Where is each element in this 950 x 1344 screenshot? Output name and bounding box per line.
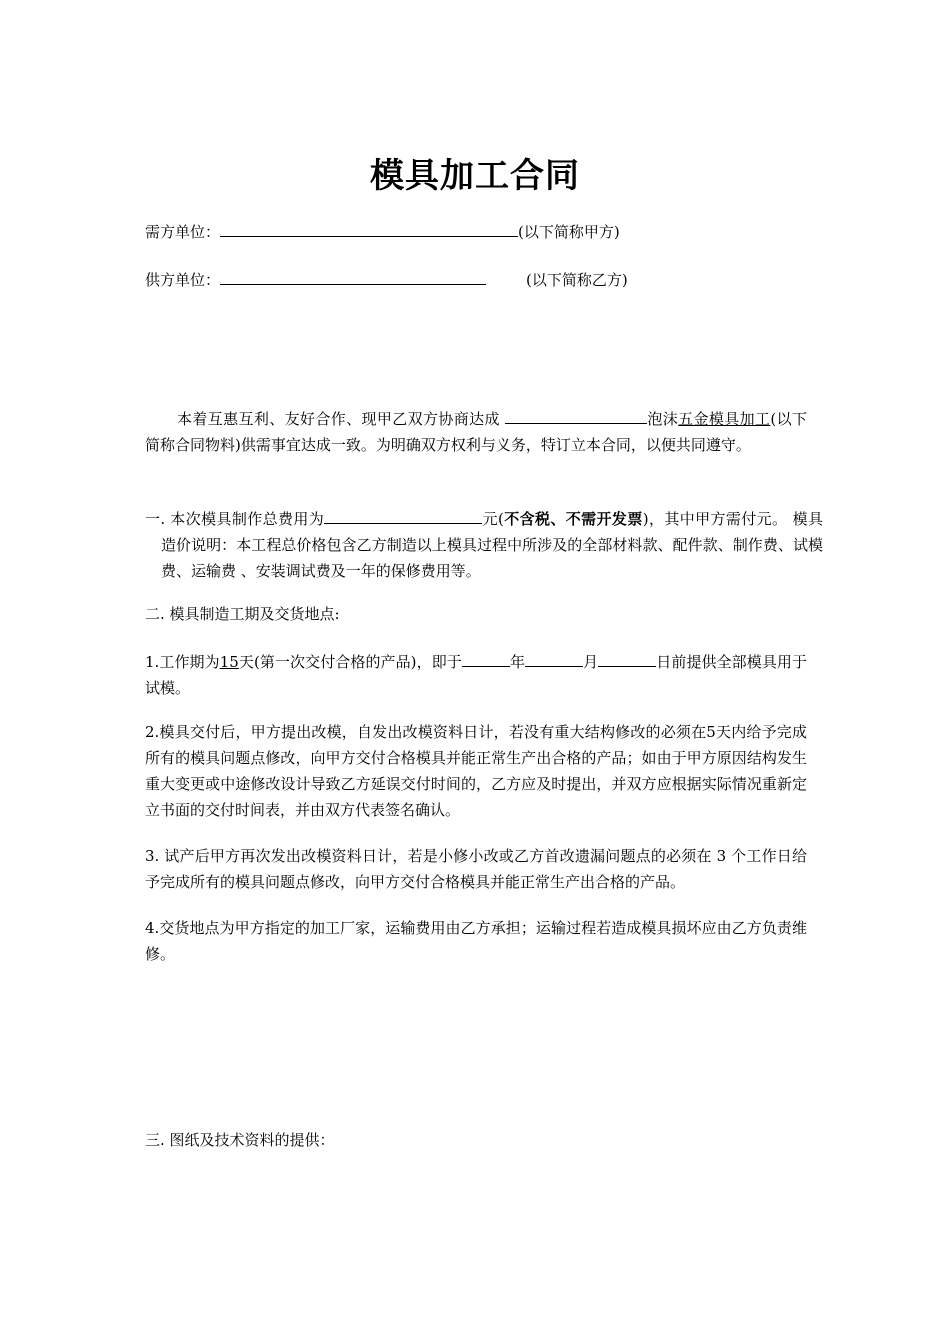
section-1-text-2: 元( xyxy=(482,510,504,528)
intro-text-2: 泡沫 xyxy=(647,410,679,428)
buyer-label: 需方单位： xyxy=(145,223,221,241)
section-1 xyxy=(145,506,823,584)
item-3: 3. 试产后甲方再次发出改模资料日计，若是小修小改或乙方首改遗漏问题点的必须在 3 个工作日给予完成所有的模具问题点修改，向甲方交付合格模具并能正常生产出合格的产品。 xyxy=(145,847,807,891)
document-title: 模具加工合同 xyxy=(370,156,580,196)
section-1-text-3: )，其中甲方需付 xyxy=(642,510,757,528)
intro-text-3: (以下简称合同物料)供需事宜达成一致。为明确双方权利与义务，特订立本合同，以便共同遵守。 xyxy=(145,410,807,454)
intro-text-1: 本着互惠互利、友好合作、现甲乙双方协商达成 xyxy=(177,410,505,428)
item-4: 4.交货地点为甲方指定的加工厂家，运输费用由乙方承担；运输过程若造成模具损坏应由乙方负责维修。 xyxy=(145,919,807,963)
intro-text-underlined: 五金模具加工 xyxy=(678,410,771,428)
section-3-heading: 三. 图纸及技术资料的提供： xyxy=(145,1131,335,1149)
year-blank[interactable] xyxy=(462,652,510,667)
item-1 xyxy=(145,649,807,701)
item-2: 2.模具交付后，甲方提出改模，自发出改模资料日计，若没有重大结构修改的必须在5天内给予完成所有的模具问题点修改，向甲方交付合格模具并能正常生产出合格的产品；如由于甲方原因结构发生重大变更或中途修改设计导致乙方延误交付时间的，乙方应及时提出，并双方应根据实际情况重新定立书面的交付时间表，并由双方代表签名确认。 xyxy=(145,723,807,819)
item-1-text-3: 日前提供全部模具用于试模。 xyxy=(145,653,807,697)
month-label: 月 xyxy=(583,653,599,671)
buyer-line xyxy=(145,222,620,242)
section-2-heading: 二. 模具制造工期及交货地点: xyxy=(145,605,340,623)
day-blank[interactable] xyxy=(598,652,656,667)
section-1-text-4: 元。 模具造价说明：本工程总价格包含乙方制造以上模具过程中所涉及的全部材料款、配件款、制作费、试模费、运输费 、安装调试费及一年的保修费用等。 xyxy=(161,510,823,580)
supplier-blank[interactable] xyxy=(220,270,486,285)
month-blank[interactable] xyxy=(525,652,583,667)
buyer-blank[interactable] xyxy=(220,222,518,237)
material-blank[interactable] xyxy=(505,409,647,424)
section-1-bold: 不含税、不需开发票 xyxy=(503,510,643,528)
supplier-line xyxy=(145,270,628,290)
work-days: 15 xyxy=(219,653,239,671)
supplier-suffix: (以下简称乙方) xyxy=(526,271,628,289)
intro-paragraph xyxy=(145,406,807,458)
total-cost-blank[interactable] xyxy=(324,509,482,524)
buyer-suffix: (以下简称甲方) xyxy=(518,223,620,241)
year-label: 年 xyxy=(509,653,526,671)
item-1-text-2: 天(第一次交付合格的产品)，即于 xyxy=(238,653,462,671)
supplier-label: 供方单位： xyxy=(145,271,221,289)
section-1-text-1: 一. 本次模具制作总费用为 xyxy=(145,510,325,528)
item-1-text-1: 1.工作期为 xyxy=(145,653,220,671)
